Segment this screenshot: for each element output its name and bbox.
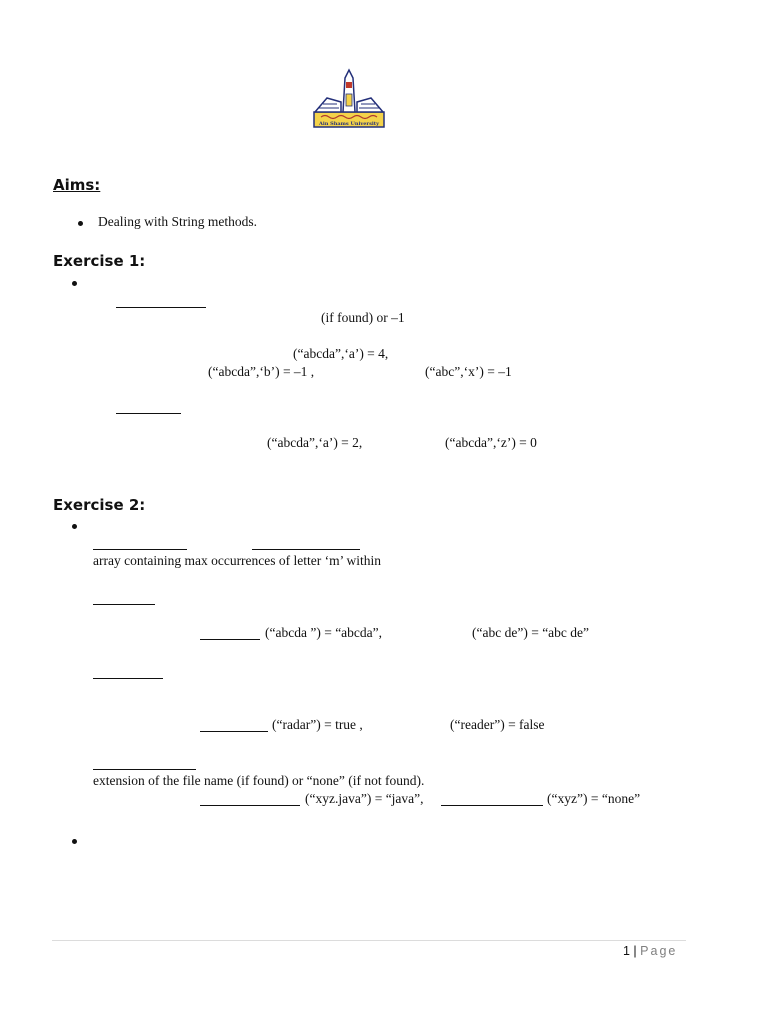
bullet-icon — [72, 839, 77, 844]
ex2-palindrome-example: (“radar”) = true , — [272, 717, 363, 732]
blank-line — [93, 604, 155, 605]
ex2-extension-text: extension of the file name (if found) or “none” (if not found). — [93, 773, 425, 788]
ex2-trim-example: (“abc de”) = “abc de” — [472, 625, 590, 640]
page-label: Page — [640, 944, 678, 958]
ex2-extension-example: (“xyz”) = “none” — [547, 791, 641, 806]
ex1-found-text: (if found) or –1 — [321, 310, 405, 325]
ex1-example: (“abcda”,‘a’) = 4, — [293, 346, 389, 361]
aims-item: Dealing with String methods. — [98, 214, 257, 229]
blank-line — [252, 549, 360, 550]
ex2-trim-example: (“abcda ”) = “abcda”, — [265, 625, 383, 640]
ex1-example: (“abcda”,‘b’) = –1 , — [208, 364, 315, 379]
bullet-icon — [78, 221, 83, 226]
exercise1-heading: Exercise 1: — [53, 252, 146, 270]
blank-line — [116, 307, 206, 308]
exercise2-heading: Exercise 2: — [53, 496, 146, 514]
ex1-example: (“abc”,‘x’) = –1 — [425, 364, 512, 379]
page-footer — [623, 944, 677, 958]
ex1-example: (“abcda”,‘a’) = 2, — [267, 435, 363, 450]
page-separator: | — [629, 944, 641, 958]
blank-line — [200, 639, 260, 640]
ex2-array-text: array containing max occurrences of letter ‘m’ within — [93, 553, 382, 568]
bullet-icon — [72, 524, 77, 529]
blank-line — [200, 731, 268, 732]
university-seal-icon — [311, 68, 387, 130]
bullet-icon — [72, 281, 77, 286]
svg-text:Ain Shams University: Ain Shams University — [318, 121, 380, 127]
blank-line — [116, 413, 181, 414]
footer-divider — [52, 940, 686, 941]
blank-line — [200, 805, 300, 806]
blank-line — [93, 549, 187, 550]
blank-line — [441, 805, 543, 806]
ex2-palindrome-example: (“reader”) = false — [450, 717, 545, 732]
blank-line — [93, 678, 163, 679]
page-number: 1 — [623, 944, 630, 958]
blank-line — [93, 769, 196, 770]
ex2-extension-example: (“xyz.java”) = “java”, — [305, 791, 424, 806]
ex1-example: (“abcda”,‘z’) = 0 — [445, 435, 537, 450]
university-logo — [311, 68, 387, 130]
aims-heading: Aims: — [53, 176, 101, 194]
